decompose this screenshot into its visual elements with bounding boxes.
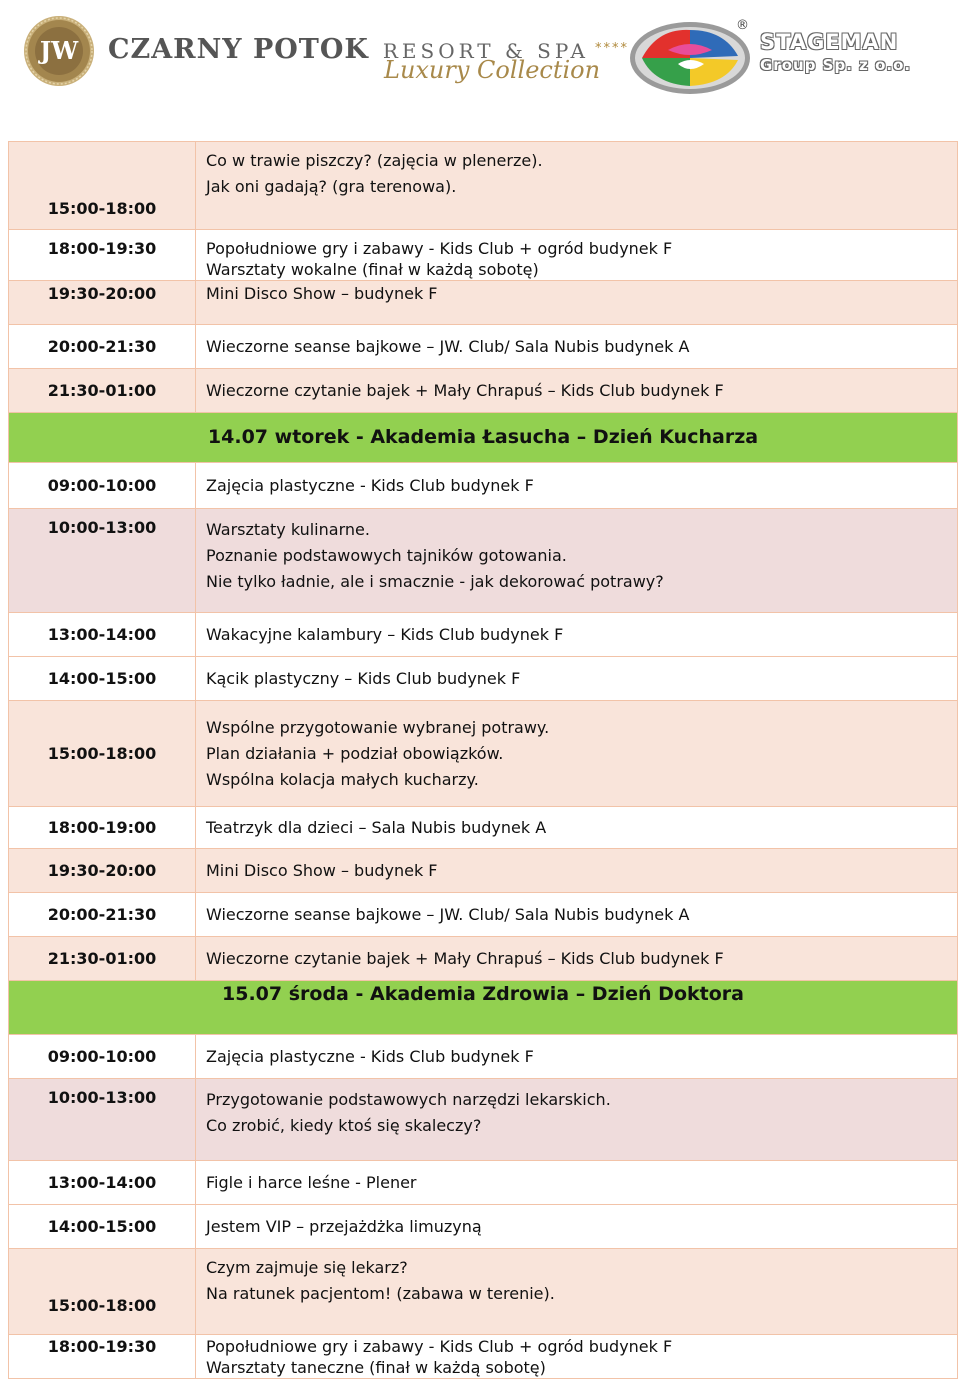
activity-line: Wieczorne czytanie bajek + Mały Chrapuś – Kids Club budynek F: [206, 381, 724, 400]
activity-cell: [196, 509, 958, 613]
table-row: [9, 1079, 958, 1161]
partner-company: Group Sp. z o.o.: [760, 56, 912, 74]
activity-cell: [196, 369, 958, 413]
jw-logo-text: JW: [39, 36, 79, 65]
table-row: [9, 849, 958, 893]
activity-cell: [196, 463, 958, 509]
activity-line: Nie tylko ładnie, ale i smacznie - jak dekorować potrawy?: [206, 572, 664, 591]
time-cell: 20:00-21:30: [9, 325, 196, 369]
activity-line: Wieczorne seanse bajkowe – JW. Club/ Sala Nubis budynek A: [206, 337, 690, 356]
partner-name: STAGEMAN: [760, 30, 899, 54]
table-row: [9, 807, 958, 849]
activity-line: Mini Disco Show – budynek F: [206, 861, 438, 880]
time-cell: 14:00-15:00: [9, 1205, 196, 1249]
activity-line: Na ratunek pacjentom! (zabawa w terenie).: [206, 1284, 555, 1303]
time-cell: 15:00-18:00: [9, 701, 196, 807]
brand-resort: RESORT & SPA: [382, 39, 589, 63]
activity-cell: [196, 849, 958, 893]
table-row: [9, 142, 958, 230]
activity-line: Popołudniowe gry i zabawy - Kids Club + ogród budynek F: [206, 239, 673, 258]
activity-cell: [196, 1249, 958, 1335]
time-cell: 19:30-20:00: [9, 281, 196, 325]
activity-line: Warsztaty taneczne (finał w każdą sobotę): [206, 1358, 546, 1377]
time-cell: 18:00-19:30: [9, 230, 196, 281]
time-cell: 21:30-01:00: [9, 937, 196, 981]
activity-cell: [196, 1035, 958, 1079]
day-header-row: [9, 981, 958, 1035]
activity-cell: [196, 701, 958, 807]
activity-line: Kącik plastyczny – Kids Club budynek F: [206, 669, 521, 688]
table-row: [9, 613, 958, 657]
activity-cell: [196, 657, 958, 701]
activity-line: Warsztaty wokalne (finał w każdą sobotę): [206, 260, 539, 279]
activity-cell: [196, 325, 958, 369]
activity-line: Figle i harce leśne - Plener: [206, 1173, 417, 1192]
activity-line: Zajęcia plastyczne - Kids Club budynek F: [206, 476, 534, 495]
time-cell: 15:00-18:00: [9, 1249, 196, 1335]
table-row: [9, 1205, 958, 1249]
table-row: [9, 509, 958, 613]
time-cell: 18:00-19:00: [9, 807, 196, 849]
time-cell: 19:30-20:00: [9, 849, 196, 893]
jw-hotels-logo: [22, 14, 96, 88]
table-row: [9, 1035, 958, 1079]
activity-cell: [196, 1079, 958, 1161]
activity-cell: [196, 937, 958, 981]
time-cell: 09:00-10:00: [9, 463, 196, 509]
time-cell: 09:00-10:00: [9, 1035, 196, 1079]
brand-name: CZARNY POTOK: [108, 34, 369, 65]
time-cell: 13:00-14:00: [9, 613, 196, 657]
activity-line: Jak oni gadają? (gra terenowa).: [206, 177, 457, 196]
table-row: [9, 463, 958, 509]
activity-line: Wakacyjne kalambury – Kids Club budynek F: [206, 625, 564, 644]
activity-line: Wspólna kolacja małych kucharzy.: [206, 770, 479, 789]
activity-cell: [196, 613, 958, 657]
brand-luxury-collection: Luxury Collection: [384, 56, 601, 84]
activity-cell: [196, 893, 958, 937]
time-cell: 15:00-18:00: [9, 142, 196, 230]
activity-line: Co w trawie piszczy? (zajęcia w plenerze).: [206, 151, 543, 170]
activity-line: Popołudniowe gry i zabawy - Kids Club + ogród budynek F: [206, 1337, 673, 1356]
resort-brand: [108, 34, 629, 84]
activity-line: Wieczorne czytanie bajek + Mały Chrapuś – Kids Club budynek F: [206, 949, 724, 968]
table-row: [9, 893, 958, 937]
partner-brand: [760, 30, 911, 74]
activity-line: Wspólne przygotowanie wybranej potrawy.: [206, 718, 550, 737]
activity-line: Jestem VIP – przejażdżka limuzyną: [206, 1217, 482, 1236]
table-row: [9, 230, 958, 281]
brand-stars: ****: [594, 41, 629, 56]
activity-line: Zajęcia plastyczne - Kids Club budynek F: [206, 1047, 534, 1066]
day-header-row: [9, 413, 958, 463]
table-row: [9, 937, 958, 981]
activity-line: Warsztaty kulinarne.: [206, 520, 370, 539]
registered-mark: ®: [736, 18, 749, 33]
activity-line: Co zrobić, kiedy ktoś się skaleczy?: [206, 1116, 482, 1135]
activity-cell: [196, 1161, 958, 1205]
page-header: [0, 0, 960, 120]
table-row: [9, 281, 958, 325]
table-row: [9, 325, 958, 369]
time-cell: 14:00-15:00: [9, 657, 196, 701]
time-cell: 20:00-21:30: [9, 893, 196, 937]
stageman-logo-icon: [628, 20, 752, 96]
day-header: 14.07 wtorek - Akademia Łasucha – Dzień Kucharza: [9, 413, 958, 463]
table-row: [9, 701, 958, 807]
activity-cell: [196, 1335, 958, 1379]
day-header: 15.07 środa - Akademia Zdrowia – Dzień Doktora: [9, 981, 958, 1035]
table-row: [9, 1249, 958, 1335]
activity-line: Przygotowanie podstawowych narzędzi lekarskich.: [206, 1090, 611, 1109]
schedule-table: [8, 141, 958, 1379]
activity-line: Wieczorne seanse bajkowe – JW. Club/ Sala Nubis budynek A: [206, 905, 690, 924]
activity-cell: [196, 807, 958, 849]
time-cell: 10:00-13:00: [9, 1079, 196, 1161]
activity-line: Teatrzyk dla dzieci – Sala Nubis budynek A: [206, 818, 547, 837]
activity-line: Poznanie podstawowych tajników gotowania.: [206, 546, 567, 565]
table-row: [9, 369, 958, 413]
activity-cell: [196, 1205, 958, 1249]
activity-cell: [196, 230, 958, 281]
activity-cell: [196, 142, 958, 230]
table-row: [9, 1161, 958, 1205]
activity-line: Mini Disco Show – budynek F: [206, 284, 438, 303]
activity-line: Plan działania + podział obowiązków.: [206, 744, 504, 763]
table-row: [9, 1335, 958, 1379]
time-cell: 13:00-14:00: [9, 1161, 196, 1205]
activity-cell: [196, 281, 958, 325]
time-cell: 10:00-13:00: [9, 509, 196, 613]
table-row: [9, 657, 958, 701]
time-cell: 18:00-19:30: [9, 1335, 196, 1379]
time-cell: 21:30-01:00: [9, 369, 196, 413]
activity-line: Czym zajmuje się lekarz?: [206, 1258, 408, 1277]
